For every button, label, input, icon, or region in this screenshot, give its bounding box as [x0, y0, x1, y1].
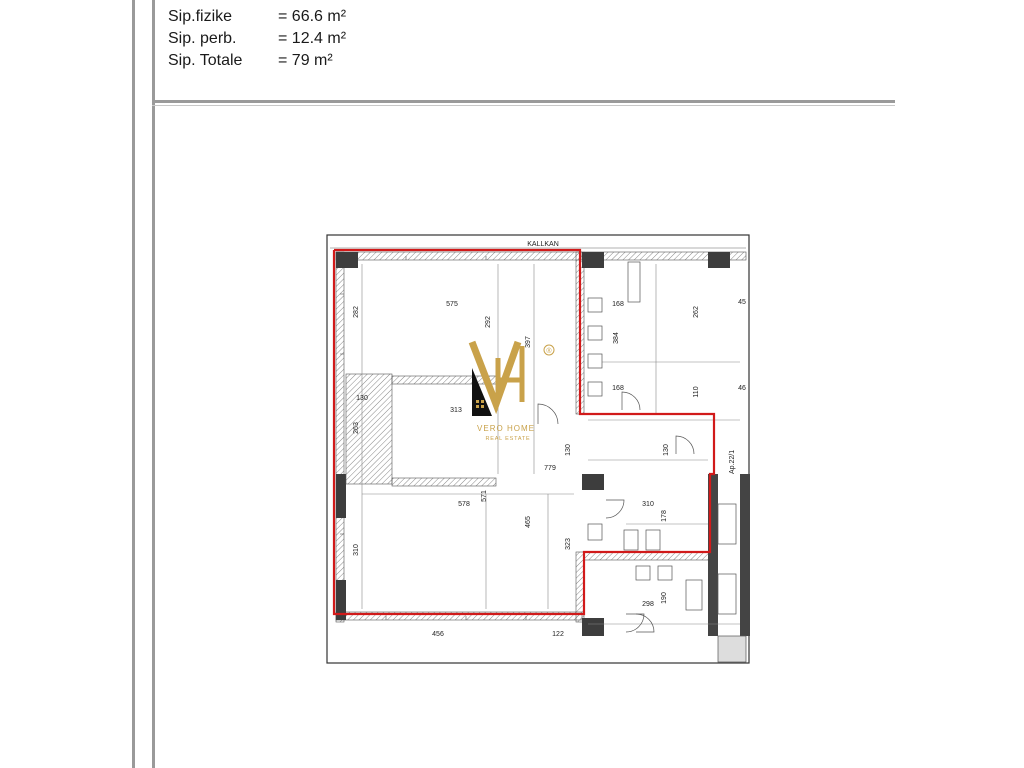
area-row-total	[168, 50, 346, 72]
area-label: Sip.fizike	[168, 8, 233, 25]
floor-plan-drawing	[326, 234, 750, 664]
dim-label: 110	[693, 386, 700, 398]
pillar	[582, 618, 604, 636]
pillar	[582, 474, 604, 490]
area-value: = 79 m²	[278, 52, 333, 69]
watermark-brand: VERO HOME	[477, 424, 535, 433]
dim-label: 168	[612, 385, 624, 392]
wall-left	[336, 252, 344, 622]
area-value: = 12.4 m²	[278, 30, 347, 47]
dim-label: 456	[432, 631, 444, 638]
wall-top	[336, 252, 582, 260]
wall-balcony-bottom	[392, 478, 496, 486]
wall-mid-vertical-lower	[576, 552, 584, 622]
dim-label: 397	[525, 336, 532, 348]
logo-window-icon	[481, 405, 484, 408]
frame-left-inner	[152, 0, 155, 768]
dim-label: 298	[642, 601, 654, 608]
dim-label: 310	[642, 501, 654, 508]
registered-mark: ®	[546, 348, 552, 355]
dim-label: 122	[552, 631, 564, 638]
area-row-shared	[168, 28, 346, 50]
dim-label: 571	[481, 490, 488, 502]
dim-label: 575	[446, 301, 458, 308]
dim-label: 263	[353, 422, 360, 434]
area-table	[168, 6, 346, 72]
dim-label: 292	[485, 316, 492, 328]
frame-header-divider-2	[152, 105, 895, 106]
pillar	[336, 252, 358, 268]
dim-label: 46	[738, 385, 746, 392]
wall-bath	[584, 552, 710, 560]
dim-label: 779	[544, 465, 556, 472]
apartment-label: Ap.22/1	[729, 449, 736, 474]
dim-label: 178	[661, 510, 668, 522]
dim-label: 262	[693, 306, 700, 318]
pillar	[336, 474, 346, 518]
dim-label: 130	[663, 444, 670, 456]
dim-label: 130	[356, 395, 368, 402]
dim-label: 282	[353, 306, 360, 318]
frame-header-divider	[152, 100, 895, 103]
floor-plan	[326, 234, 750, 664]
kallkan-label: KALLKAN	[527, 241, 559, 248]
dim-label: 310	[353, 544, 360, 556]
pillar	[582, 252, 604, 268]
dim-label: 190	[661, 592, 668, 604]
dim-label: 45	[738, 299, 746, 306]
dim-label: 578	[458, 501, 470, 508]
logo-window-icon	[481, 400, 484, 403]
dim-label: 323	[565, 538, 572, 550]
dim-label: 130	[565, 444, 572, 456]
logo-window-icon	[476, 400, 479, 403]
dim-label: 168	[612, 301, 624, 308]
dim-label: 465	[525, 516, 532, 528]
pillar	[708, 252, 730, 268]
area-row-physical	[168, 6, 346, 28]
area-value: = 66.6 m²	[278, 8, 347, 25]
dim-label: 384	[613, 332, 620, 344]
wall-balcony-top	[392, 376, 496, 384]
wall-right-shaft-2	[740, 474, 750, 636]
watermark-subtitle: REAL ESTATE	[485, 436, 531, 442]
logo-window-icon	[476, 405, 479, 408]
area-label: Sip. Totale	[168, 52, 243, 69]
area-label: Sip. perb.	[168, 30, 237, 47]
frame-left-outer	[132, 0, 135, 768]
dim-label: 313	[450, 407, 462, 414]
